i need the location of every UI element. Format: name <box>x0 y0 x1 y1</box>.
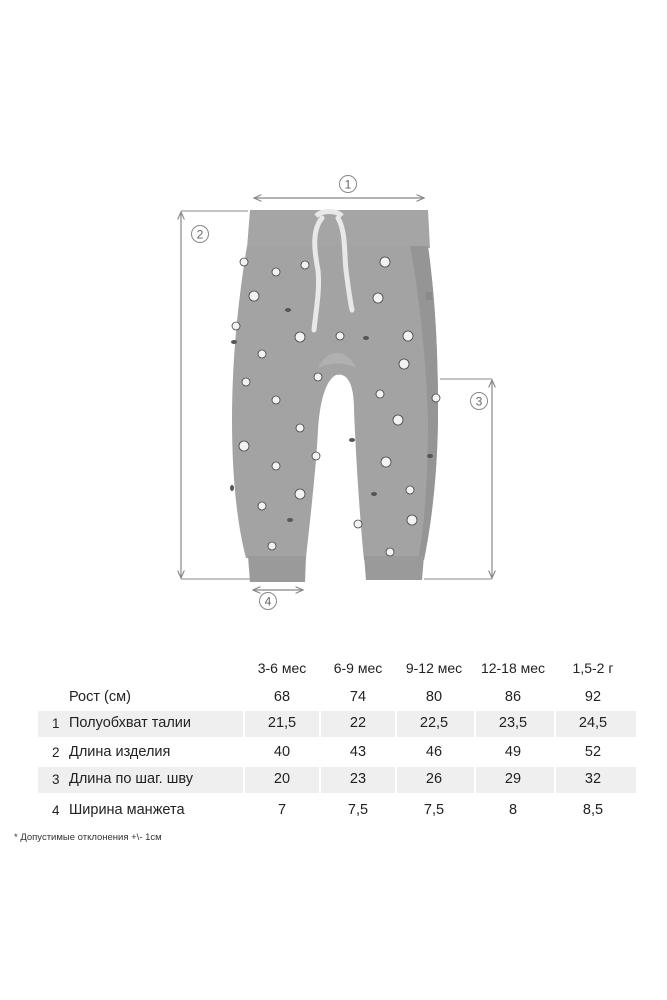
row-label: Ширина манжета <box>69 802 185 818</box>
dimension-waist <box>254 176 424 199</box>
marker-1: 1 <box>344 177 352 192</box>
cell-value: 22 <box>349 715 367 731</box>
row-label: Полуобхват талии <box>69 715 191 731</box>
cell-value: 7,5 <box>347 802 369 818</box>
cell-value: 23,5 <box>498 715 528 731</box>
column-header: 9-12 мес <box>405 660 463 676</box>
cell-value: 8,5 <box>582 802 604 818</box>
cell-value: 26 <box>425 771 443 787</box>
column-header: 12-18 мес <box>480 660 546 676</box>
cell-value: 68 <box>273 689 291 705</box>
row-label: Длина изделия <box>69 744 171 760</box>
cell-value: 40 <box>273 744 291 760</box>
row-label: Длина по шаг. шву <box>69 771 193 787</box>
cell-value: 80 <box>425 689 443 705</box>
cell-value: 24,5 <box>578 715 608 731</box>
marker-3: 3 <box>475 394 483 409</box>
row-number: 3 <box>52 772 60 787</box>
table-row <box>38 740 636 766</box>
tolerance-footnote: * Допустимые отклонения +\- 1см <box>14 832 162 843</box>
cell-value: 74 <box>349 689 367 705</box>
marker-4: 4 <box>264 594 272 609</box>
column-header: 1,5-2 г <box>572 660 614 676</box>
table-row <box>38 767 636 793</box>
cell-value: 7,5 <box>423 802 445 818</box>
row-number: 4 <box>52 803 60 818</box>
cell-value: 43 <box>349 744 367 760</box>
column-header: 3-6 мес <box>257 660 307 676</box>
cell-value: 21,5 <box>267 715 297 731</box>
cell-value: 52 <box>584 744 602 760</box>
cell-value: 20 <box>273 771 291 787</box>
cell-value: 8 <box>508 802 518 818</box>
cell-value: 46 <box>425 744 443 760</box>
table-row <box>38 711 636 737</box>
cell-value: 29 <box>504 771 522 787</box>
cell-value: 49 <box>504 744 522 760</box>
cell-value: 22,5 <box>419 715 449 731</box>
table-row <box>38 798 636 824</box>
row-label: Рост (см) <box>69 689 131 705</box>
trousers-illustration <box>230 210 440 582</box>
table-row <box>38 685 636 711</box>
cell-value: 23 <box>349 771 367 787</box>
marker-2: 2 <box>196 227 204 242</box>
cell-value: 7 <box>277 802 287 818</box>
cell-value: 92 <box>584 689 602 705</box>
column-header: 6-9 мес <box>333 660 383 676</box>
cell-value: 86 <box>504 689 522 705</box>
dimension-cuff <box>253 590 303 610</box>
row-number: 2 <box>52 745 60 760</box>
cell-value: 32 <box>584 771 602 787</box>
row-number: 1 <box>52 716 60 731</box>
